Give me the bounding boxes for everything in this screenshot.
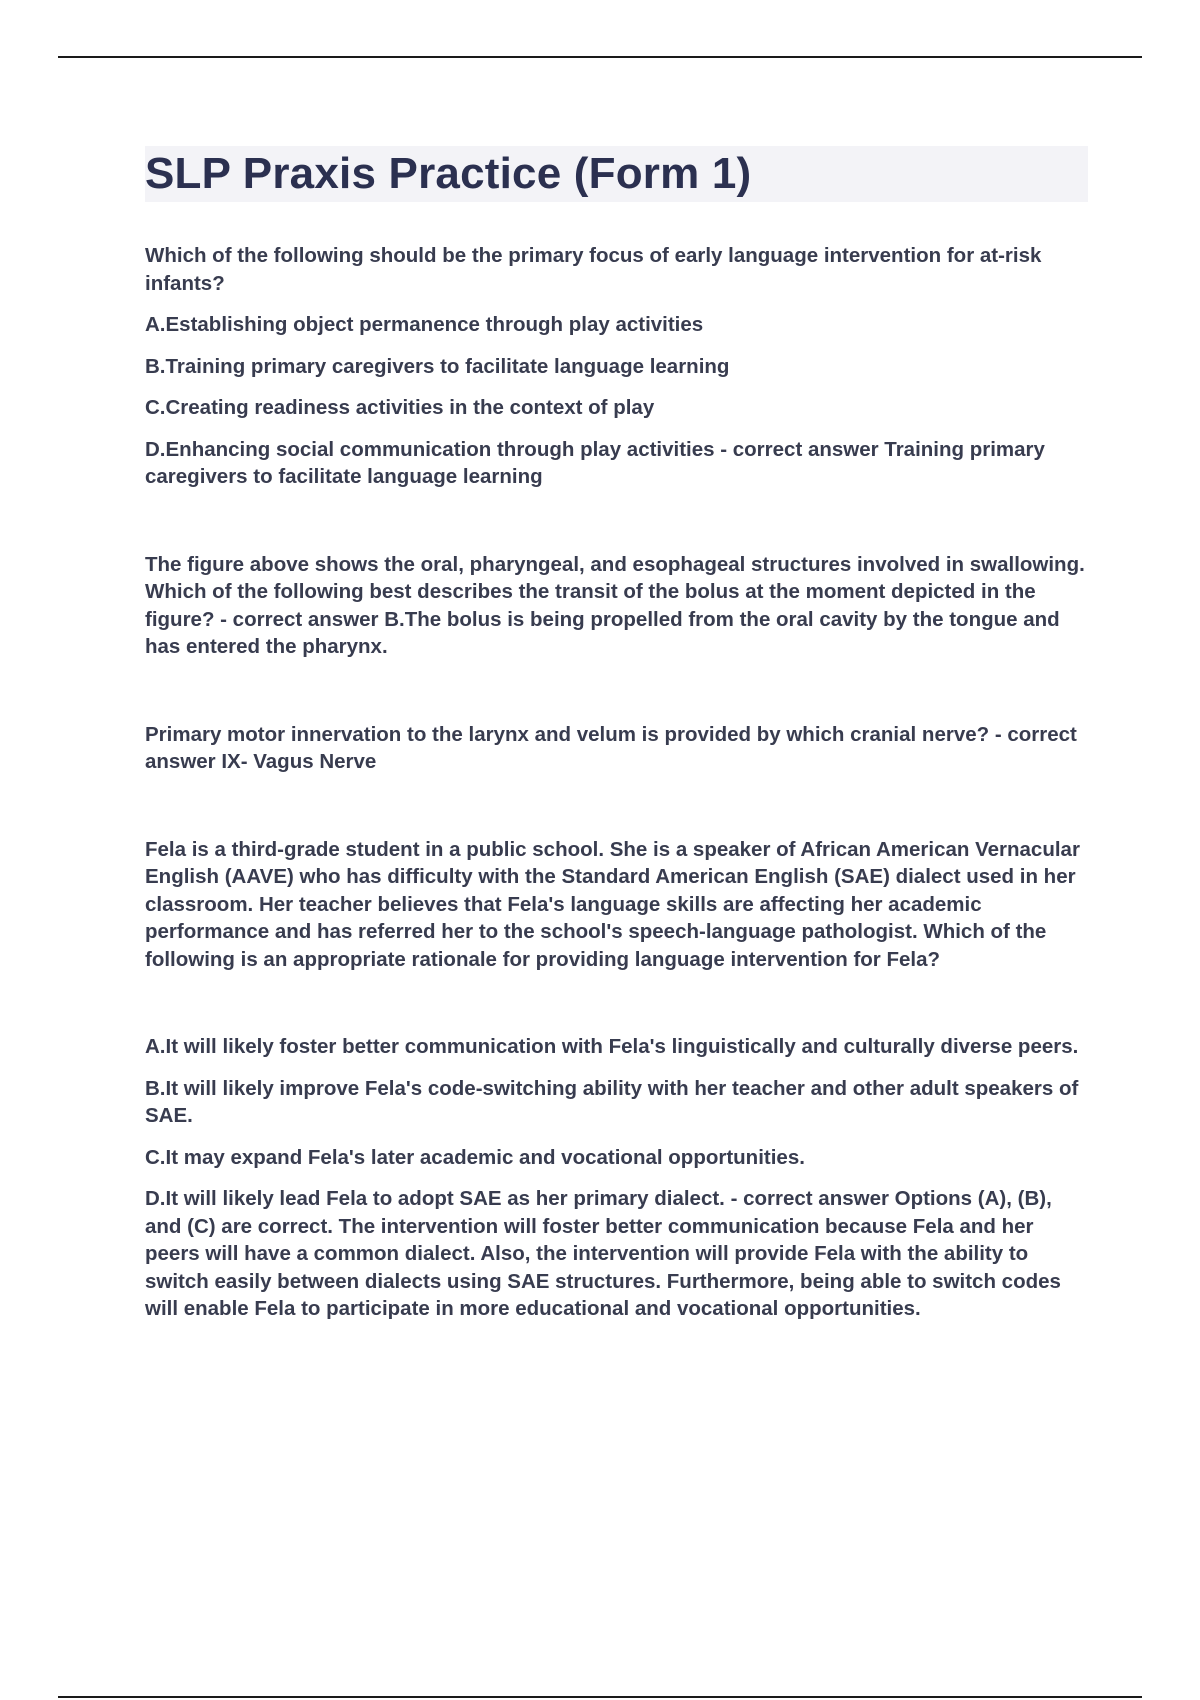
question-3 xyxy=(145,721,1088,776)
title-band xyxy=(145,146,1088,202)
question-4-option-b: B.It will likely improve Fela's code-switching ability with her teacher and other adult speakers of SAE. xyxy=(145,1076,1079,1127)
question-4-option-a: A.It will likely foster better communication with Fela's linguistically and culturally diverse peers. xyxy=(145,1035,1079,1058)
question-3-stem: Primary motor innervation to the larynx and velum is provided by which cranial nerve? - correct answer IX- Vagus Nerve xyxy=(145,722,1077,773)
question-1-option-c: C.Creating readiness activities in the context of play xyxy=(145,396,655,419)
document-body xyxy=(145,146,1088,1323)
question-1-stem: Which of the following should be the primary focus of early language intervention for at-risk infants? xyxy=(145,244,1042,295)
top-rule xyxy=(58,56,1142,58)
bottom-rule xyxy=(58,1696,1142,1698)
question-1-option-a: A.Establishing object permanence through play activities xyxy=(145,313,704,336)
page-title: SLP Praxis Practice (Form 1) xyxy=(145,149,752,198)
question-4-stem: Fela is a third-grade student in a public school. She is a speaker of African American Vernacular English (AAVE) who has difficulty with the Standard American English (SAE) dialect used in her classroom. Her teacher believes that Fela's language skills are affecting her academic performance and has referred her to the school's speech-language pathologist. Which of the following is an appropriate rationale for providing language intervention for Fela? xyxy=(145,837,1080,971)
question-4-option-d: D.It will likely lead Fela to adopt SAE as her primary dialect. - correct answer Options (A), (B), and (C) are correct. The intervention will foster better communication because Fela and her peers will have a common dialect. Also, the intervention will provide Fela with the ability to switch easily between dialects using SAE structures. Furthermore, being able to switch codes will enable Fela to participate in more educational and vocational opportunities. xyxy=(145,1187,1061,1320)
question-1 xyxy=(145,242,1088,491)
question-2 xyxy=(145,551,1088,661)
question-4 xyxy=(145,836,1088,1323)
question-2-stem: The figure above shows the oral, pharyngeal, and esophageal structures involved in swallowing. Which of the following best describes the transit of the bolus at the moment depicted in the figure? - correct answer B.The bolus is being propelled from the oral cavity by the tongue and has entered the pharynx. xyxy=(145,552,1085,658)
question-1-option-b: B.Training primary caregivers to facilitate language learning xyxy=(145,354,730,378)
question-1-option-d: D.Enhancing social communication through play activities - correct answer Training primary caregivers to facilitate language learning xyxy=(145,437,1045,488)
question-4-option-c: C.It may expand Fela's later academic and vocational opportunities. xyxy=(145,1145,805,1169)
question-4-options xyxy=(145,1033,1088,1323)
